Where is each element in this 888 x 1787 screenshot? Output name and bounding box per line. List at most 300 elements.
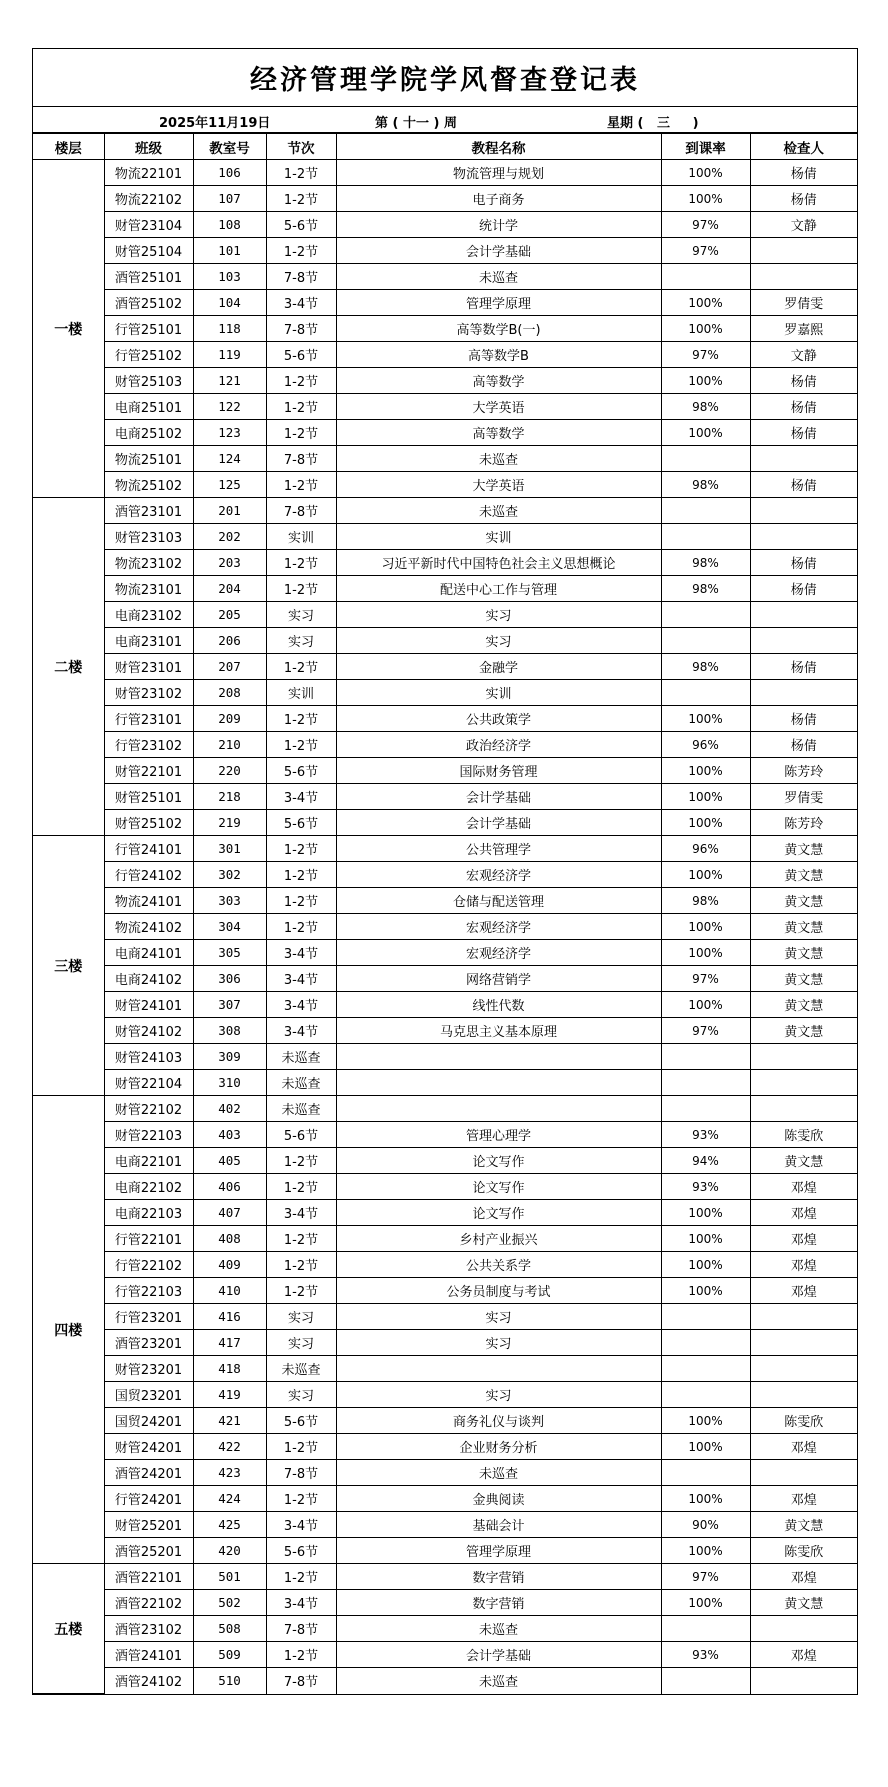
inspector-cell: 黄文慧 [750,940,857,966]
course-cell: 未巡查 [336,498,661,524]
inspector-cell: 杨倩 [750,472,857,498]
room-cell: 510 [193,1668,266,1694]
table-row [33,1590,857,1616]
class-cell: 酒管25101 [104,264,193,290]
room-cell: 420 [193,1538,266,1564]
attendance-cell: 98% [661,550,750,576]
table-row [33,706,857,732]
inspector-cell: 陈芳玲 [750,758,857,784]
period-cell: 3-4节 [266,992,336,1018]
course-cell: 统计学 [336,212,661,238]
inspector-cell [750,524,857,550]
room-cell: 125 [193,472,266,498]
class-cell: 电商24101 [104,940,193,966]
period-cell: 1-2节 [266,1434,336,1460]
inspector-cell: 邓煌 [750,1642,857,1668]
attendance-cell: 100% [661,992,750,1018]
room-cell: 305 [193,940,266,966]
attendance-cell [661,1304,750,1330]
room-cell: 218 [193,784,266,810]
inspection-date: 2025年11月19日 [159,116,271,131]
period-cell: 1-2节 [266,576,336,602]
room-cell: 424 [193,1486,266,1512]
room-cell: 205 [193,602,266,628]
class-cell: 财管23101 [104,654,193,680]
room-cell: 106 [193,160,266,186]
room-cell: 501 [193,1564,266,1590]
class-cell: 财管23104 [104,212,193,238]
attendance-cell [661,264,750,290]
course-cell: 物流管理与规划 [336,160,661,186]
header-period: 节次 [266,134,336,160]
attendance-cell [661,602,750,628]
period-cell: 1-2节 [266,1564,336,1590]
table-row [33,1616,857,1642]
room-cell: 208 [193,680,266,706]
attendance-cell: 100% [661,758,750,784]
attendance-cell: 100% [661,420,750,446]
course-cell: 论文写作 [336,1174,661,1200]
course-cell: 论文写作 [336,1200,661,1226]
period-cell: 7-8节 [266,1616,336,1642]
inspector-cell: 杨倩 [750,732,857,758]
course-cell: 公共管理学 [336,836,661,862]
inspector-cell: 黄文慧 [750,1018,857,1044]
course-cell: 实习 [336,628,661,654]
table-row [33,628,857,654]
table-row [33,758,857,784]
attendance-cell: 97% [661,212,750,238]
room-cell: 103 [193,264,266,290]
inspector-cell: 黄文慧 [750,914,857,940]
period-cell: 7-8节 [266,1460,336,1486]
period-cell: 1-2节 [266,186,336,212]
room-cell: 405 [193,1148,266,1174]
table-row [33,966,857,992]
class-cell: 电商22101 [104,1148,193,1174]
attendance-cell: 100% [661,1200,750,1226]
room-cell: 406 [193,1174,266,1200]
attendance-cell: 98% [661,888,750,914]
class-cell: 酒管24101 [104,1642,193,1668]
attendance-cell: 97% [661,1018,750,1044]
class-cell: 酒管22101 [104,1564,193,1590]
room-cell: 207 [193,654,266,680]
class-cell: 财管22101 [104,758,193,784]
room-cell: 203 [193,550,266,576]
attendance-cell: 98% [661,394,750,420]
inspector-cell: 邓煌 [750,1226,857,1252]
period-cell: 3-4节 [266,784,336,810]
header-room: 教室号 [193,134,266,160]
inspector-cell [750,1330,857,1356]
table-row [33,550,857,576]
attendance-cell: 100% [661,940,750,966]
table-row [33,1018,857,1044]
attendance-cell: 100% [661,1486,750,1512]
room-cell: 303 [193,888,266,914]
attendance-cell: 100% [661,706,750,732]
table-row [33,888,857,914]
inspector-cell: 黄文慧 [750,992,857,1018]
course-cell: 网络营销学 [336,966,661,992]
inspector-cell: 黄文慧 [750,888,857,914]
attendance-cell [661,1356,750,1382]
table-row [33,394,857,420]
table-row [33,524,857,550]
period-cell: 5-6节 [266,1538,336,1564]
table-row [33,1122,857,1148]
attendance-cell: 100% [661,914,750,940]
course-cell: 未巡查 [336,1668,661,1694]
class-cell: 财管24102 [104,1018,193,1044]
room-cell: 408 [193,1226,266,1252]
room-cell: 409 [193,1252,266,1278]
table-row [33,1564,857,1590]
table-row [33,862,857,888]
table-row [33,680,857,706]
course-cell: 实习 [336,1382,661,1408]
table-row [33,420,857,446]
period-cell: 7-8节 [266,498,336,524]
course-cell: 实习 [336,1304,661,1330]
course-cell: 未巡查 [336,264,661,290]
room-cell: 419 [193,1382,266,1408]
room-cell: 206 [193,628,266,654]
inspector-cell: 杨倩 [750,576,857,602]
course-cell: 企业财务分析 [336,1434,661,1460]
table-row [33,186,857,212]
attendance-cell: 97% [661,238,750,264]
period-cell: 未巡查 [266,1356,336,1382]
period-cell: 3-4节 [266,966,336,992]
room-cell: 202 [193,524,266,550]
room-cell: 306 [193,966,266,992]
class-cell: 行管23102 [104,732,193,758]
inspector-cell: 杨倩 [750,368,857,394]
period-cell: 5-6节 [266,1408,336,1434]
attendance-cell: 98% [661,576,750,602]
attendance-cell: 100% [661,784,750,810]
table-row [33,1148,857,1174]
attendance-cell: 100% [661,160,750,186]
room-cell: 220 [193,758,266,784]
period-cell: 1-2节 [266,732,336,758]
floor-cell: 三楼 [33,836,104,1096]
room-cell: 421 [193,1408,266,1434]
table-row [33,342,857,368]
class-cell: 财管25104 [104,238,193,264]
inspector-cell [750,1460,857,1486]
period-cell: 1-2节 [266,888,336,914]
course-cell: 宏观经济学 [336,862,661,888]
period-cell: 5-6节 [266,212,336,238]
table-row [33,472,857,498]
attendance-cell: 100% [661,1226,750,1252]
inspector-cell: 黄文慧 [750,836,857,862]
attendance-cell: 100% [661,862,750,888]
class-cell: 行管25101 [104,316,193,342]
table-row [33,576,857,602]
room-cell: 104 [193,290,266,316]
class-cell: 物流22101 [104,160,193,186]
attendance-cell [661,1616,750,1642]
table-row [33,914,857,940]
inspector-cell [750,1044,857,1070]
course-cell: 会计学基础 [336,1642,661,1668]
period-cell: 1-2节 [266,420,336,446]
inspector-cell: 黄文慧 [750,1590,857,1616]
header-class: 班级 [104,134,193,160]
period-cell: 7-8节 [266,446,336,472]
period-cell: 1-2节 [266,1278,336,1304]
inspector-cell: 黄文慧 [750,966,857,992]
course-cell [336,1044,661,1070]
period-cell: 1-2节 [266,862,336,888]
class-cell: 酒管23201 [104,1330,193,1356]
inspector-cell [750,628,857,654]
attendance-cell: 96% [661,732,750,758]
table-row [33,1070,857,1096]
attendance-cell: 93% [661,1174,750,1200]
course-cell: 宏观经济学 [336,914,661,940]
inspector-cell: 文静 [750,212,857,238]
room-cell: 508 [193,1616,266,1642]
inspector-cell [750,238,857,264]
attendance-cell: 100% [661,368,750,394]
inspector-cell [750,498,857,524]
inspector-cell: 陈雯欣 [750,1122,857,1148]
room-cell: 308 [193,1018,266,1044]
inspector-cell: 陈雯欣 [750,1408,857,1434]
class-cell: 物流24101 [104,888,193,914]
table-row [33,160,857,186]
class-cell: 电商22103 [104,1200,193,1226]
course-cell: 金典阅读 [336,1486,661,1512]
period-cell: 1-2节 [266,550,336,576]
room-cell: 502 [193,1590,266,1616]
table-row [33,836,857,862]
course-cell: 公共政策学 [336,706,661,732]
period-cell: 1-2节 [266,1174,336,1200]
period-cell: 实习 [266,1330,336,1356]
attendance-cell: 100% [661,1408,750,1434]
class-cell: 电商23101 [104,628,193,654]
period-cell: 1-2节 [266,394,336,420]
course-cell: 金融学 [336,654,661,680]
table-row [33,1486,857,1512]
class-cell: 行管23201 [104,1304,193,1330]
class-cell: 财管25101 [104,784,193,810]
period-cell: 1-2节 [266,1486,336,1512]
class-cell: 物流25101 [104,446,193,472]
course-cell: 公务员制度与考试 [336,1278,661,1304]
table-row [33,1200,857,1226]
header-floor: 楼层 [33,134,104,160]
course-cell: 政治经济学 [336,732,661,758]
course-cell: 大学英语 [336,472,661,498]
period-cell: 7-8节 [266,316,336,342]
class-cell: 行管22102 [104,1252,193,1278]
attendance-cell: 94% [661,1148,750,1174]
class-cell: 财管22102 [104,1096,193,1122]
class-cell: 行管23101 [104,706,193,732]
inspector-cell: 邓煌 [750,1434,857,1460]
class-cell: 物流25102 [104,472,193,498]
attendance-cell [661,680,750,706]
period-cell: 5-6节 [266,810,336,836]
inspection-sheet [32,48,858,1695]
class-cell: 物流23102 [104,550,193,576]
course-cell: 数字营销 [336,1564,661,1590]
inspector-cell [750,1616,857,1642]
attendance-cell: 98% [661,472,750,498]
room-cell: 418 [193,1356,266,1382]
room-cell: 124 [193,446,266,472]
room-cell: 403 [193,1122,266,1148]
date-line [33,107,857,133]
course-cell: 实习 [336,602,661,628]
period-cell: 1-2节 [266,654,336,680]
attendance-cell: 100% [661,1252,750,1278]
room-cell: 118 [193,316,266,342]
attendance-cell [661,446,750,472]
inspector-cell [750,1668,857,1694]
attendance-cell: 97% [661,342,750,368]
weekday: 星期 ( 三 ) [607,116,699,131]
class-cell: 行管25102 [104,342,193,368]
attendance-cell [661,1668,750,1694]
sheet-title: 经济管理学院学风督查登记表 [33,49,857,107]
attendance-cell: 100% [661,810,750,836]
class-cell: 电商25102 [104,420,193,446]
period-cell: 3-4节 [266,1512,336,1538]
period-cell: 5-6节 [266,1122,336,1148]
table-row [33,238,857,264]
class-cell: 酒管22102 [104,1590,193,1616]
room-cell: 101 [193,238,266,264]
table-row [33,1356,857,1382]
class-cell: 国贸24201 [104,1408,193,1434]
floor-cell: 二楼 [33,498,104,836]
period-cell: 1-2节 [266,238,336,264]
room-cell: 422 [193,1434,266,1460]
course-cell [336,1096,661,1122]
floor-cell: 一楼 [33,160,104,498]
attendance-cell: 100% [661,1538,750,1564]
room-cell: 402 [193,1096,266,1122]
week-number: 第 ( 十一 ) 周 [375,116,457,131]
table-row [33,810,857,836]
inspector-cell [750,1070,857,1096]
attendance-cell: 100% [661,1434,750,1460]
course-cell: 会计学基础 [336,238,661,264]
inspector-cell [750,680,857,706]
course-cell: 线性代数 [336,992,661,1018]
period-cell: 7-8节 [266,264,336,290]
attendance-cell [661,1382,750,1408]
table-row [33,1330,857,1356]
attendance-cell: 100% [661,316,750,342]
attendance-cell: 100% [661,186,750,212]
attendance-cell: 96% [661,836,750,862]
class-cell: 物流23101 [104,576,193,602]
course-cell: 国际财务管理 [336,758,661,784]
attendance-cell [661,524,750,550]
attendance-cell: 90% [661,1512,750,1538]
header-attendance: 到课率 [661,134,750,160]
attendance-cell: 93% [661,1642,750,1668]
class-cell: 酒管23102 [104,1616,193,1642]
table-row [33,1304,857,1330]
period-cell: 实习 [266,602,336,628]
inspector-cell [750,1304,857,1330]
floor-cell: 五楼 [33,1564,104,1694]
course-cell [336,1356,661,1382]
class-cell: 电商22102 [104,1174,193,1200]
inspector-cell [750,1096,857,1122]
table-row [33,1434,857,1460]
table-row [33,1538,857,1564]
attendance-cell: 93% [661,1122,750,1148]
inspector-cell: 邓煌 [750,1200,857,1226]
class-cell: 财管24201 [104,1434,193,1460]
period-cell: 1-2节 [266,160,336,186]
course-cell: 大学英语 [336,394,661,420]
inspector-cell [750,1382,857,1408]
class-cell: 财管25103 [104,368,193,394]
table-row [33,992,857,1018]
period-cell: 实习 [266,1382,336,1408]
attendance-cell [661,1070,750,1096]
inspector-cell: 杨倩 [750,394,857,420]
inspector-cell [750,602,857,628]
room-cell: 108 [193,212,266,238]
period-cell: 3-4节 [266,1200,336,1226]
period-cell: 3-4节 [266,1018,336,1044]
table-row [33,498,857,524]
table-row [33,264,857,290]
class-cell: 酒管23101 [104,498,193,524]
class-cell: 行管24101 [104,836,193,862]
room-cell: 417 [193,1330,266,1356]
class-cell: 电商23102 [104,602,193,628]
room-cell: 302 [193,862,266,888]
table-row [33,1408,857,1434]
class-cell: 财管25102 [104,810,193,836]
course-cell: 论文写作 [336,1148,661,1174]
course-cell: 高等数学B(一) [336,316,661,342]
class-cell: 酒管24201 [104,1460,193,1486]
attendance-cell [661,1330,750,1356]
header-course: 教程名称 [336,134,661,160]
inspector-cell: 罗倩雯 [750,290,857,316]
inspector-cell: 罗嘉熙 [750,316,857,342]
table-row [33,784,857,810]
inspector-cell: 杨倩 [750,654,857,680]
inspector-cell: 陈雯欣 [750,1538,857,1564]
class-cell: 行管24201 [104,1486,193,1512]
period-cell: 1-2节 [266,836,336,862]
course-cell: 仓储与配送管理 [336,888,661,914]
room-cell: 304 [193,914,266,940]
course-cell: 宏观经济学 [336,940,661,966]
course-cell: 未巡查 [336,1616,661,1642]
table-row [33,654,857,680]
course-cell: 实训 [336,680,661,706]
table-row [33,1460,857,1486]
period-cell: 3-4节 [266,940,336,966]
